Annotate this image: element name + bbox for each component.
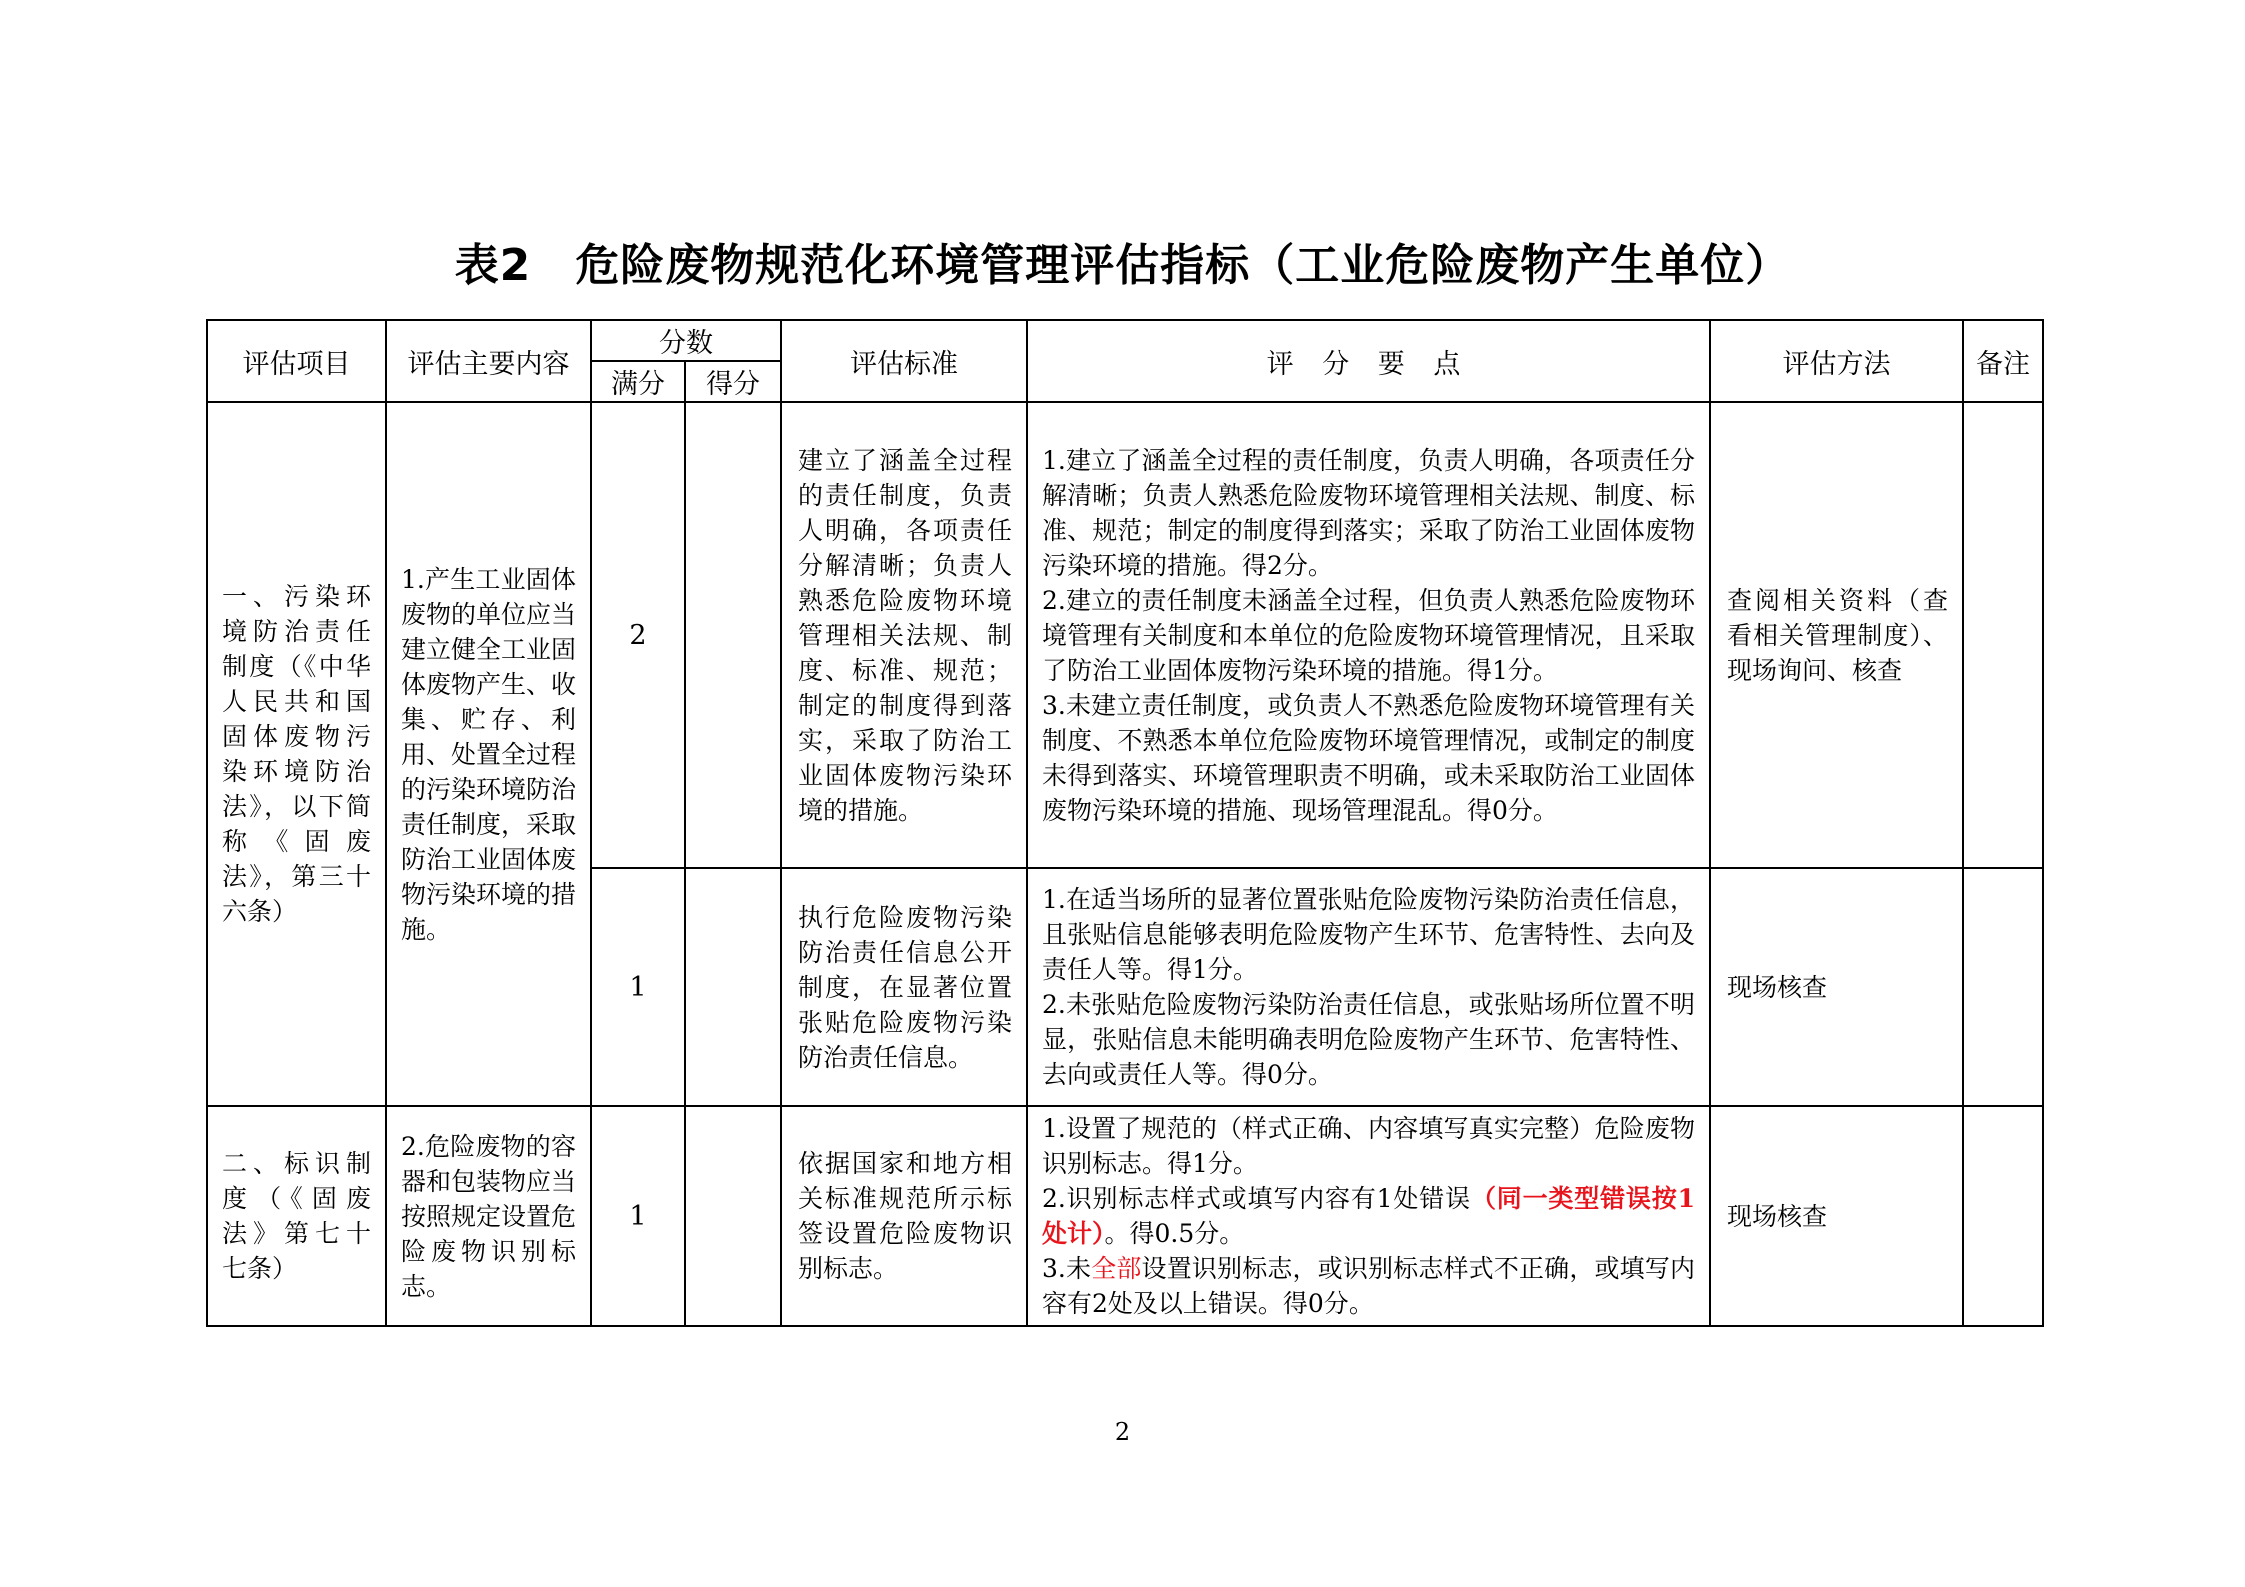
row3-standard: 依据国家和地方相关标准规范所示标签设置危险废物识别标志。 [781,1106,1027,1326]
row1-method: 查阅相关资料（查看相关管理制度）、现场询问、核查 [1710,402,1963,868]
table-title-text: 危险废物规范化环境管理评估指标（工业危险废物产生单位） [575,240,1791,291]
row1-full-score: 2 [591,402,685,868]
table-row [207,402,2043,868]
row3-point-3-end: 设置识别标志，或识别标志样式不正确，或填写内容有2处及以上错误。得0分。 [1042,1254,1695,1318]
row3-point-2 [1042,1181,1695,1251]
row3-point-3-text: 3.未 [1042,1254,1092,1283]
row3-point-2-end: 。得0.5分。 [1104,1219,1245,1248]
page-number: 2 [1114,1418,1131,1446]
row2-method: 现场核查 [1710,868,1963,1106]
header-score: 分数 [591,320,781,361]
row1-item: 一、污染环境防治责任制度（《中华人民共和国固体废物污染环境防治法》，以下简称《固废法》，第三十六条） [207,402,386,1106]
row3-point-2-highlight: （同一类型错误按1处计） [1042,1184,1695,1248]
row3-method: 现场核查 [1710,1106,1963,1326]
row1-point-1: 1.建立了涵盖全过程的责任制度，负责人明确，各项责任分解清晰；负责人熟悉危险废物环境管理相关法规、制度、标准、规范；制定的制度得到落实；采取了防治工业固体废物污染环境的措施。得2分。 [1042,445,1695,580]
header-standard: 评估标准 [781,320,1027,402]
row3-got-score [685,1106,781,1326]
evaluation-table [206,319,2044,1327]
row1-remark [1963,402,2043,868]
row2-point-2: 2.未张贴危险废物污染防治责任信息，或张贴场所位置不明显，张贴信息未能明确表明危险废物产生环节、危害特性、去向或责任人等。得0分。 [1042,990,1695,1089]
row2-got-score [685,868,781,1106]
header-full-score: 满分 [591,361,685,402]
header-got-score: 得分 [685,361,781,402]
row3-full-score: 1 [591,1106,685,1326]
row2-points [1027,868,1710,1106]
row1-point-2: 2.建立的责任制度未涵盖全过程，但负责人熟悉危险废物环境管理有关制度和本单位的危险废物环境管理情况，且采取了防治工业固体废物污染环境的措施。得1分。 [1042,585,1695,685]
row1-point-3: 3.未建立责任制度，或负责人不熟悉危险废物环境管理有关制度、不熟悉本单位危险废物环境管理情况，或制定的制度未得到落实、环境管理职责不明确，或未采取防治工业固体废物污染环境的措施、现场管理混乱。得0分。 [1042,690,1695,825]
row3-point-3 [1042,1251,1695,1321]
header-points: 评 分 要 点 [1027,320,1710,402]
row1-standard: 建立了涵盖全过程的责任制度，负责人明确，各项责任分解清晰；负责人熟悉危险废物环境管理相关法规、制度、标准、规范；制定的制度得到落实，采取了防治工业固体废物污染环境的措施。 [781,402,1027,868]
table-row [207,1106,2043,1326]
row3-point-1: 1.设置了规范的（样式正确、内容填写真实完整）危险废物识别标志。得1分。 [1042,1114,1695,1178]
row3-item: 二、标识制度（《固废法》第七十七条） [207,1106,386,1326]
row1-got-score [685,402,781,868]
table-label: 表2 [454,240,532,291]
row3-main-content: 2.危险废物的容器和包装物应当按照规定设置危险废物识别标志。 [386,1106,591,1326]
row3-point-2-text: 2.识别标志样式或填写内容有1处错误 [1042,1184,1471,1213]
row3-point-3-highlight: 全部 [1091,1254,1142,1283]
row2-remark [1963,868,2043,1106]
row2-standard: 执行危险废物污染防治责任信息公开制度，在显著位置张贴危险废物污染防治责任信息。 [781,868,1027,1106]
row1-main-content: 1.产生工业固体废物的单位应当建立健全工业固体废物产生、收集、贮存、利用、处置全过程的污染环境防治责任制度，采取防治工业固体废物污染环境的措施。 [386,402,591,1106]
row1-points [1027,402,1710,868]
row2-full-score: 1 [591,868,685,1106]
header-item: 评估项目 [207,320,386,402]
header-method: 评估方法 [1710,320,1963,402]
header-row-1 [207,320,2043,361]
row3-points [1027,1106,1710,1326]
header-remark: 备注 [1963,320,2043,402]
page-title [0,236,2245,296]
header-main-content: 评估主要内容 [386,320,591,402]
row2-point-1: 1.在适当场所的显著位置张贴危险废物污染防治责任信息，且张贴信息能够表明危险废物产生环节、危害特性、去向及责任人等。得1分。 [1042,885,1695,984]
row3-remark [1963,1106,2043,1326]
